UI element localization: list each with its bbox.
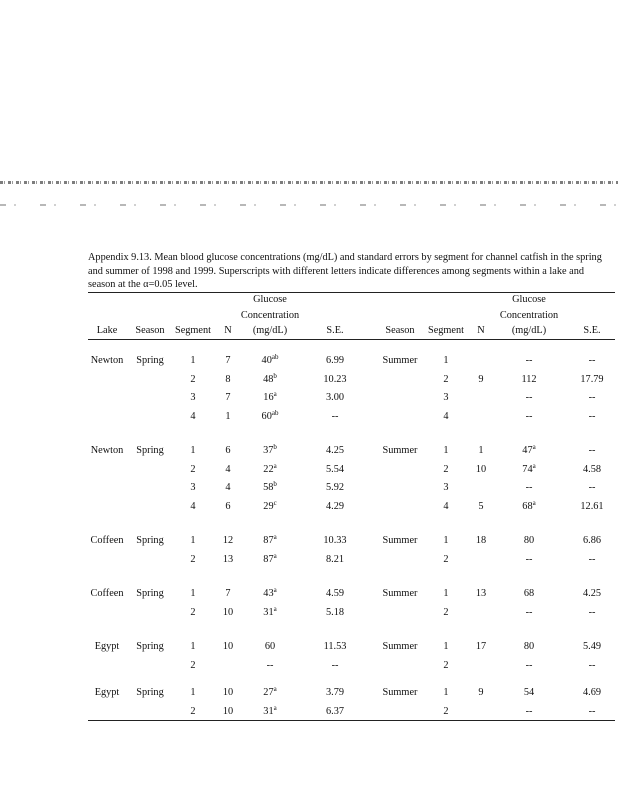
se-cell-value: 4.29 xyxy=(325,500,345,512)
segment-cell-value: 1 xyxy=(443,535,449,546)
header-n-value: N xyxy=(224,325,232,336)
se-cell xyxy=(295,535,375,546)
significance-superscript: a xyxy=(273,604,277,613)
season-label-value: Summer xyxy=(382,445,418,456)
segment-cell-value: 1 xyxy=(190,588,196,599)
se-cell-value: 5.49 xyxy=(582,641,602,652)
n-cell-value: 7 xyxy=(225,588,231,599)
significance-superscript: a xyxy=(273,461,277,470)
n-cell-value: 8 xyxy=(225,373,231,385)
concentration-cell-value: 47 xyxy=(522,445,533,456)
se-cell xyxy=(552,464,618,475)
se-cell-value: 5.54 xyxy=(325,463,345,475)
concentration-cell-value: 40 xyxy=(261,355,272,366)
header-glucose xyxy=(489,294,569,305)
segment-cell xyxy=(406,660,486,671)
significance-superscript: a xyxy=(532,498,536,507)
scan-artifact-line xyxy=(0,204,618,206)
n-cell-value: 12 xyxy=(222,535,234,546)
concentration-cell-value: -- xyxy=(525,410,533,422)
segment-cell-value: 2 xyxy=(190,606,196,618)
segment-cell-value: 4 xyxy=(443,410,449,422)
se-cell-value: 6.99 xyxy=(325,355,345,366)
season-label-value: Spring xyxy=(136,355,164,366)
se-cell-value: 4.25 xyxy=(325,445,345,456)
segment-cell-value: 1 xyxy=(443,641,449,652)
significance-superscript: c xyxy=(273,498,277,507)
se-cell-value: 12.61 xyxy=(580,500,604,512)
season-label-value: Summer xyxy=(382,641,418,652)
header-se xyxy=(552,325,618,336)
segment-cell-value: 2 xyxy=(443,705,449,717)
se-cell-value: -- xyxy=(588,659,596,671)
season-label-value: Spring xyxy=(136,641,164,652)
n-cell-value: 13 xyxy=(222,553,234,565)
n-cell-value: 4 xyxy=(225,463,231,475)
se-cell xyxy=(295,355,375,366)
n-cell-value: 10 xyxy=(222,687,234,698)
se-cell-value: -- xyxy=(588,355,596,366)
concentration-cell-value: -- xyxy=(266,659,274,671)
n-cell-value: 10 xyxy=(222,641,234,652)
se-cell xyxy=(552,374,618,385)
significance-superscript: a xyxy=(532,443,536,451)
segment-cell-value: 1 xyxy=(190,355,196,366)
se-cell-value: -- xyxy=(588,410,596,422)
significance-superscript: b xyxy=(273,443,277,451)
segment-cell-value: 1 xyxy=(443,355,449,366)
concentration-cell-value: -- xyxy=(525,553,533,565)
concentration-cell-value: 43 xyxy=(263,588,274,599)
season-label-value: Summer xyxy=(382,588,418,599)
concentration-cell-value: 87 xyxy=(263,553,274,565)
segment-cell-value: 1 xyxy=(443,588,449,599)
header-concentration-value: Concentration xyxy=(240,310,300,321)
se-cell-value: 8.21 xyxy=(325,553,345,565)
se-cell-value: -- xyxy=(331,410,339,422)
season-label-value: Spring xyxy=(136,535,164,546)
table-top-rule xyxy=(88,292,615,293)
concentration-cell-value: -- xyxy=(525,482,533,493)
n-cell-value: 10 xyxy=(475,463,487,475)
concentration-cell-value: 68 xyxy=(522,500,533,512)
se-cell xyxy=(552,445,618,456)
header-units-value: (mg/dL) xyxy=(511,325,547,336)
se-cell-value: -- xyxy=(588,445,596,456)
concentration-cell-value: -- xyxy=(525,392,533,403)
se-cell-value: 4.59 xyxy=(325,588,345,599)
segment-cell xyxy=(406,355,486,366)
se-cell xyxy=(295,445,375,456)
segment-cell-value: 2 xyxy=(190,705,196,717)
segment-cell xyxy=(153,660,233,671)
segment-cell-value: 3 xyxy=(443,392,449,403)
segment-cell-value: 4 xyxy=(443,500,449,512)
se-cell xyxy=(295,501,375,512)
se-cell-value: -- xyxy=(588,553,596,565)
concentration-cell-value: 112 xyxy=(521,373,537,385)
se-cell xyxy=(295,607,375,618)
lake-name-value: Coffeen xyxy=(90,588,124,599)
n-cell-value: 7 xyxy=(225,392,231,403)
concentration-cell-value: 22 xyxy=(263,463,274,475)
table-caption: Appendix 9.13. Mean blood glucose concentrations (mg/dL) and standard errors by segment for channel catfish in the spring and summer of 1998 and 1999. Superscripts with different letters indicate differences among segments within a lake and season at the α=0.05 level. xyxy=(88,252,602,290)
concentration-cell-value: 80 xyxy=(523,535,535,546)
se-cell xyxy=(552,501,618,512)
significance-superscript: a xyxy=(273,586,277,594)
significance-superscript: b xyxy=(273,371,277,380)
n-cell-value: 13 xyxy=(475,588,487,599)
concentration-cell-value: 29 xyxy=(263,500,274,512)
concentration-cell-value: 74 xyxy=(522,463,533,475)
se-cell xyxy=(552,588,618,599)
header-lake-value: Lake xyxy=(96,325,118,336)
n-cell-value: 7 xyxy=(225,355,231,366)
concentration-cell-value: 31 xyxy=(263,606,274,618)
segment-cell-value: 3 xyxy=(190,392,196,403)
se-cell-value: 6.37 xyxy=(325,705,345,717)
concentration-cell-value: 80 xyxy=(523,641,535,652)
se-cell-value: -- xyxy=(331,659,339,671)
lake-name-value: Newton xyxy=(90,355,124,366)
significance-superscript: ab xyxy=(271,353,279,361)
segment-cell-value: 2 xyxy=(443,606,449,618)
segment-cell-value: 2 xyxy=(190,553,196,565)
header-concentration-value: Concentration xyxy=(499,310,559,321)
concentration-cell-value: 60 xyxy=(264,641,276,652)
se-cell xyxy=(295,588,375,599)
concentration-cell-value: -- xyxy=(525,659,533,671)
concentration-cell-value: 37 xyxy=(263,445,274,456)
header-season-value: Season xyxy=(135,325,165,336)
se-cell-value: 4.58 xyxy=(582,463,602,475)
se-cell xyxy=(295,641,375,652)
segment-cell xyxy=(406,554,486,565)
se-cell-value: 5.92 xyxy=(325,482,345,493)
se-cell-value: 4.25 xyxy=(582,588,602,599)
se-cell-value: 4.69 xyxy=(582,687,602,698)
significance-superscript: b xyxy=(273,480,277,488)
concentration-cell-value: 87 xyxy=(263,535,274,546)
segment-cell-value: 1 xyxy=(190,641,196,652)
header-glucose xyxy=(230,294,310,305)
se-cell-value: -- xyxy=(588,482,596,493)
segment-cell-value: 3 xyxy=(190,482,196,493)
segment-cell-value: 2 xyxy=(190,373,196,385)
season-label-value: Spring xyxy=(136,445,164,456)
significance-superscript: a xyxy=(273,685,277,693)
concentration-cell-value: 27 xyxy=(263,687,274,698)
significance-superscript: a xyxy=(273,390,277,398)
se-cell xyxy=(295,411,375,422)
header-concentration xyxy=(230,310,310,321)
n-cell-value: 17 xyxy=(475,641,487,652)
se-cell-value: 3.00 xyxy=(325,392,345,403)
concentration-cell-value: 48 xyxy=(263,373,274,385)
se-cell-value: 3.79 xyxy=(325,687,345,698)
header-segment-value: Segment xyxy=(427,325,465,336)
se-cell xyxy=(552,641,618,652)
significance-superscript: a xyxy=(532,461,536,470)
header-season-value: Season xyxy=(385,325,415,336)
segment-cell xyxy=(406,482,486,493)
concentration-cell-value: -- xyxy=(525,355,533,366)
concentration-cell-value: -- xyxy=(525,705,533,717)
n-cell-value: 6 xyxy=(225,445,231,456)
se-cell xyxy=(295,374,375,385)
header-n-value: N xyxy=(477,325,485,336)
segment-cell-value: 4 xyxy=(190,500,196,512)
n-cell-value: 5 xyxy=(478,500,484,512)
significance-superscript: a xyxy=(273,551,277,560)
segment-cell-value: 2 xyxy=(443,659,449,671)
n-cell-value: 18 xyxy=(475,535,487,546)
se-cell xyxy=(295,464,375,475)
concentration-cell-value: 60 xyxy=(261,410,272,422)
n-cell-value: 1 xyxy=(225,410,231,422)
season-label-value: Spring xyxy=(136,687,164,698)
se-cell xyxy=(552,687,618,698)
se-cell xyxy=(552,554,618,565)
se-cell-value: -- xyxy=(588,392,596,403)
concentration-cell-value: 16 xyxy=(263,392,274,403)
se-cell-value: 10.23 xyxy=(323,373,347,385)
segment-cell xyxy=(406,392,486,403)
se-cell-value: 10.33 xyxy=(323,535,347,546)
n-cell-value: 1 xyxy=(478,445,484,456)
lake-name-value: Coffeen xyxy=(90,535,124,546)
segment-cell-value: 2 xyxy=(443,463,449,475)
concentration-cell-value: -- xyxy=(525,606,533,618)
season-label-value: Spring xyxy=(136,588,164,599)
n-cell-value: 6 xyxy=(225,500,231,512)
se-cell xyxy=(295,687,375,698)
se-cell-value: -- xyxy=(588,606,596,618)
header-units-value: (mg/dL) xyxy=(252,325,288,336)
n-cell-value: 10 xyxy=(222,705,234,717)
significance-superscript: a xyxy=(273,703,277,712)
se-cell-value: 17.79 xyxy=(580,373,604,385)
segment-cell xyxy=(406,411,486,422)
segment-cell-value: 2 xyxy=(190,463,196,475)
se-cell-value: -- xyxy=(588,705,596,717)
season-label-value: Summer xyxy=(382,687,418,698)
segment-cell-value: 2 xyxy=(190,659,196,671)
table-bottom-rule xyxy=(88,720,615,721)
segment-cell-value: 2 xyxy=(443,373,449,385)
significance-superscript: ab xyxy=(271,408,279,417)
header-segment-value: Segment xyxy=(174,325,212,336)
header-glucose-value: Glucose xyxy=(512,294,546,305)
segment-cell-value: 1 xyxy=(190,535,196,546)
n-cell-value: 10 xyxy=(222,606,234,618)
se-cell xyxy=(295,392,375,403)
concentration-cell-value: 54 xyxy=(523,687,535,698)
se-cell xyxy=(552,392,618,403)
header-bottom-rule xyxy=(88,339,615,340)
segment-cell-value: 2 xyxy=(443,553,449,565)
header-glucose-value: Glucose xyxy=(253,294,287,305)
season-label-value: Summer xyxy=(382,535,418,546)
concentration-cell-value: 31 xyxy=(263,705,274,717)
se-cell xyxy=(552,607,618,618)
se-cell xyxy=(295,706,375,717)
se-cell-value: 5.18 xyxy=(325,606,345,618)
segment-cell-value: 1 xyxy=(443,445,449,456)
n-cell-value: 4 xyxy=(225,482,231,493)
segment-cell xyxy=(406,706,486,717)
se-cell-value: 6.86 xyxy=(582,535,602,546)
header-se-value: S.E. xyxy=(583,325,601,336)
se-cell xyxy=(295,554,375,565)
season-label-value: Summer xyxy=(382,355,418,366)
se-cell xyxy=(552,482,618,493)
se-cell xyxy=(552,355,618,366)
header-se-value: S.E. xyxy=(326,325,344,336)
concentration-cell-value: 68 xyxy=(523,588,535,599)
n-cell-value: 9 xyxy=(478,687,484,698)
segment-cell-value: 3 xyxy=(443,482,449,493)
se-cell xyxy=(552,706,618,717)
segment-cell xyxy=(406,607,486,618)
concentration-cell-value: 58 xyxy=(263,482,274,493)
scan-artifact-line xyxy=(0,181,618,184)
lake-name-value: Egypt xyxy=(94,687,120,698)
se-cell xyxy=(295,482,375,493)
se-cell xyxy=(295,660,375,671)
segment-cell-value: 4 xyxy=(190,410,196,422)
n-cell-value: 9 xyxy=(478,373,484,385)
se-cell xyxy=(552,660,618,671)
header-concentration xyxy=(489,310,569,321)
significance-superscript: a xyxy=(273,533,277,541)
se-cell xyxy=(552,411,618,422)
se-cell xyxy=(552,535,618,546)
lake-name-value: Egypt xyxy=(94,641,120,652)
segment-cell-value: 1 xyxy=(443,687,449,698)
se-cell-value: 11.53 xyxy=(323,641,347,652)
segment-cell-value: 1 xyxy=(190,445,196,456)
lake-name-value: Newton xyxy=(90,445,124,456)
segment-cell-value: 1 xyxy=(190,687,196,698)
